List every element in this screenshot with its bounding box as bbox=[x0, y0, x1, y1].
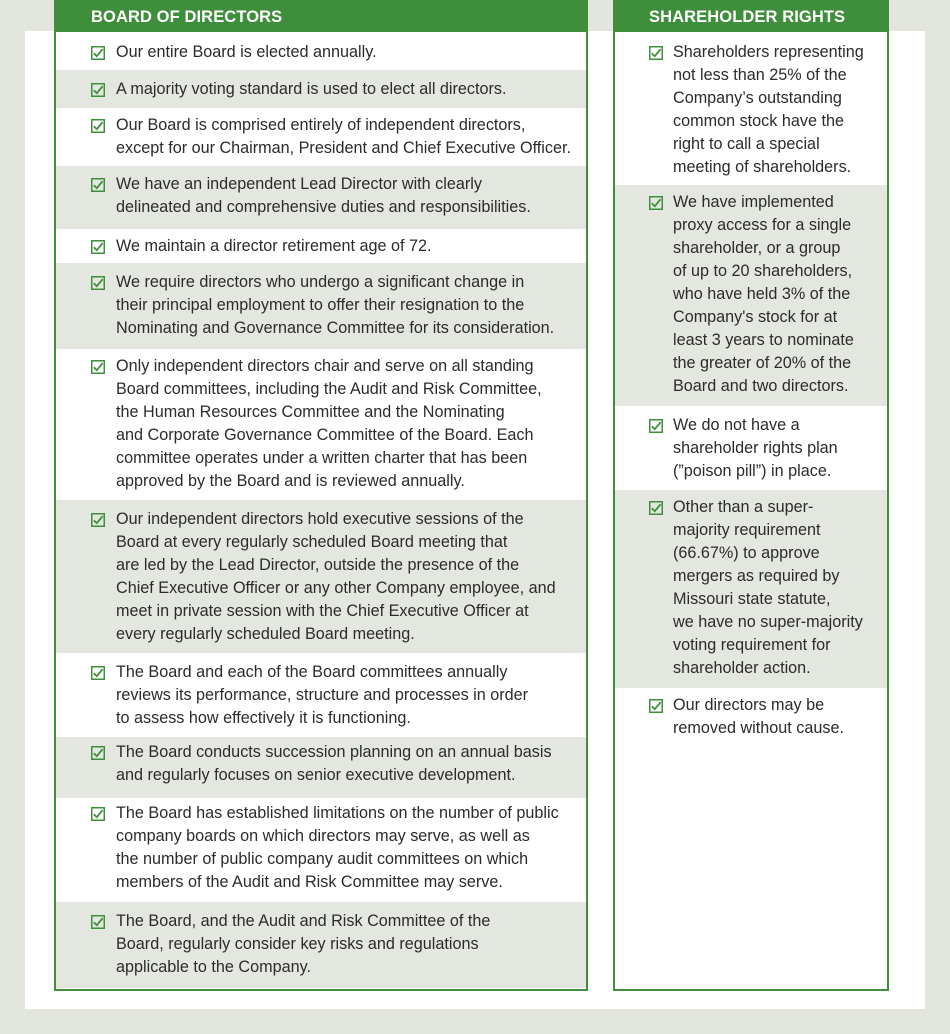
checklist-item bbox=[615, 490, 887, 688]
text-line: Our Board is comprised entirely of independent directors, bbox=[116, 116, 526, 134]
text-line: delineated and comprehensive duties and responsibilities. bbox=[116, 198, 531, 216]
checklist-item bbox=[56, 349, 586, 500]
checklist-item bbox=[56, 500, 586, 653]
text-line: (66.67%) to approve bbox=[673, 544, 820, 562]
checklist-item-text bbox=[56, 173, 586, 219]
text-line: common stock have the bbox=[673, 112, 844, 130]
checklist-item bbox=[615, 32, 887, 185]
text-line: Our entire Board is elected annually. bbox=[116, 43, 377, 61]
text-line: Board committees, including the Audit and Risk Committee, bbox=[116, 380, 542, 398]
checklist-item bbox=[56, 32, 586, 70]
text-line: A majority voting standard is used to elect all directors. bbox=[116, 80, 507, 98]
text-line: meeting of shareholders. bbox=[673, 158, 852, 176]
checklist-item bbox=[56, 108, 586, 166]
checklist-item-text bbox=[56, 78, 586, 101]
text-line: Other than a super- bbox=[673, 498, 814, 516]
checkbox-checked-icon bbox=[91, 746, 105, 760]
text-line: We have an independent Lead Director with clearly bbox=[116, 175, 482, 193]
text-line: committee operates under a written charter that has been bbox=[116, 449, 528, 467]
text-line: are led by the Lead Director, outside the presence of the bbox=[116, 556, 520, 574]
checklist-item-text bbox=[56, 508, 586, 646]
text-line: The Board and each of the Board committees annually bbox=[116, 663, 508, 681]
text-line: to assess how effectively it is functioning. bbox=[116, 709, 411, 727]
checklist-item bbox=[615, 406, 887, 490]
text-line: who have held 3% of the bbox=[673, 285, 851, 303]
shareholder-rights-panel bbox=[613, 0, 889, 991]
checklist-item bbox=[56, 166, 586, 229]
text-line: company boards on which directors may serve, as well as bbox=[116, 827, 530, 845]
checklist-item bbox=[56, 798, 586, 902]
checklist-item-text bbox=[56, 355, 586, 493]
text-line: shareholder rights plan bbox=[673, 439, 838, 457]
text-line: approved by the Board and is reviewed annually. bbox=[116, 472, 465, 490]
checklist-item-text bbox=[56, 271, 586, 340]
text-line: Company’s outstanding bbox=[673, 89, 842, 107]
checkbox-checked-icon bbox=[91, 513, 105, 527]
checklist-item bbox=[615, 185, 887, 406]
rights-panel-title: SHAREHOLDER RIGHTS bbox=[615, 2, 887, 32]
checkbox-checked-icon bbox=[649, 699, 663, 713]
checkbox-checked-icon bbox=[91, 915, 105, 929]
text-line: except for our Chairman, President and Chief Executive Officer. bbox=[116, 139, 571, 157]
checkbox-checked-icon bbox=[91, 46, 105, 60]
checklist-item bbox=[615, 688, 887, 768]
checkbox-checked-icon bbox=[91, 240, 105, 254]
text-line: We do not have a bbox=[673, 416, 800, 434]
text-line: The Board conducts succession planning on an annual basis bbox=[116, 743, 552, 761]
checklist-item-text bbox=[615, 191, 887, 398]
checklist-item bbox=[56, 737, 586, 798]
text-line: (”poison pill”) in place. bbox=[673, 462, 832, 480]
text-line: the Human Resources Committee and the Nominating bbox=[116, 403, 505, 421]
checklist-item-text bbox=[56, 910, 586, 979]
text-line: least 3 years to nominate bbox=[673, 331, 854, 349]
board-items-list bbox=[56, 32, 586, 988]
text-line: Shareholders representing bbox=[673, 43, 864, 61]
text-line: removed without cause. bbox=[673, 719, 844, 737]
text-line: majority requirement bbox=[673, 521, 821, 539]
text-line: voting requirement for bbox=[673, 636, 831, 654]
checklist-item-text bbox=[56, 235, 586, 258]
checkbox-checked-icon bbox=[91, 807, 105, 821]
text-line: Board, regularly consider key risks and regulations bbox=[116, 935, 479, 953]
text-line: We maintain a director retirement age of 72. bbox=[116, 237, 432, 255]
text-line: not less than 25% of the bbox=[673, 66, 847, 84]
checkbox-checked-icon bbox=[91, 276, 105, 290]
text-line: mergers as required by bbox=[673, 567, 840, 585]
checklist-item-text bbox=[56, 802, 586, 894]
text-line: of up to 20 shareholders, bbox=[673, 262, 853, 280]
board-of-directors-panel bbox=[54, 0, 588, 991]
text-line: meet in private session with the Chief Executive Officer at bbox=[116, 602, 529, 620]
text-line: proxy access for a single bbox=[673, 216, 852, 234]
checkbox-checked-icon bbox=[649, 46, 663, 60]
text-line: Board and two directors. bbox=[673, 377, 849, 395]
checklist-item bbox=[56, 263, 586, 349]
checkbox-checked-icon bbox=[649, 501, 663, 515]
checkbox-checked-icon bbox=[91, 360, 105, 374]
text-line: Only independent directors chair and serve on all standing bbox=[116, 357, 534, 375]
checkbox-checked-icon bbox=[91, 119, 105, 133]
checklist-item bbox=[56, 653, 586, 737]
text-line: shareholder action. bbox=[673, 659, 811, 677]
checklist-item-text bbox=[56, 41, 586, 64]
board-panel-title: BOARD OF DIRECTORS bbox=[56, 2, 586, 32]
checkbox-checked-icon bbox=[649, 419, 663, 433]
text-line: We have implemented bbox=[673, 193, 834, 211]
text-line: members of the Audit and Risk Committee may serve. bbox=[116, 873, 503, 891]
checkbox-checked-icon bbox=[649, 196, 663, 210]
checklist-item-text bbox=[615, 496, 887, 680]
checklist-item-text bbox=[56, 741, 586, 787]
rights-items-list bbox=[615, 32, 887, 768]
checklist-item bbox=[56, 902, 586, 988]
checkbox-checked-icon bbox=[91, 83, 105, 97]
checklist-item bbox=[56, 229, 586, 263]
text-line: Our independent directors hold executive sessions of the bbox=[116, 510, 524, 528]
text-line: Our directors may be bbox=[673, 696, 825, 714]
text-line: Missouri state statute, bbox=[673, 590, 831, 608]
checkbox-checked-icon bbox=[91, 178, 105, 192]
text-line: their principal employment to offer their resignation to the bbox=[116, 296, 525, 314]
checkbox-checked-icon bbox=[91, 666, 105, 680]
checklist-item-text bbox=[56, 114, 586, 160]
text-line: every regularly scheduled Board meeting. bbox=[116, 625, 415, 643]
text-line: and regularly focuses on senior executive development. bbox=[116, 766, 516, 784]
text-line: we have no super-majority bbox=[673, 613, 863, 631]
text-line: reviews its performance, structure and processes in order bbox=[116, 686, 529, 704]
text-line: We require directors who undergo a significant change in bbox=[116, 273, 525, 291]
text-line: shareholder, or a group bbox=[673, 239, 841, 257]
checklist-item-text bbox=[56, 661, 586, 730]
text-line: Chief Executive Officer or any other Company employee, and bbox=[116, 579, 556, 597]
text-line: the number of public company audit committees on which bbox=[116, 850, 529, 868]
text-line: Company's stock for at bbox=[673, 308, 838, 326]
text-line: Board at every regularly scheduled Board meeting that bbox=[116, 533, 508, 551]
checklist-item bbox=[56, 70, 586, 108]
text-line: and Corporate Governance Committee of the Board. Each bbox=[116, 426, 534, 444]
checklist-item-text bbox=[615, 41, 887, 179]
text-line: Nominating and Governance Committee for its consideration. bbox=[116, 319, 555, 337]
text-line: The Board, and the Audit and Risk Committee of the bbox=[116, 912, 491, 930]
text-line: the greater of 20% of the bbox=[673, 354, 852, 372]
text-line: The Board has established limitations on the number of public bbox=[116, 804, 559, 822]
text-line: right to call a special bbox=[673, 135, 820, 153]
text-line: applicable to the Company. bbox=[116, 958, 311, 976]
